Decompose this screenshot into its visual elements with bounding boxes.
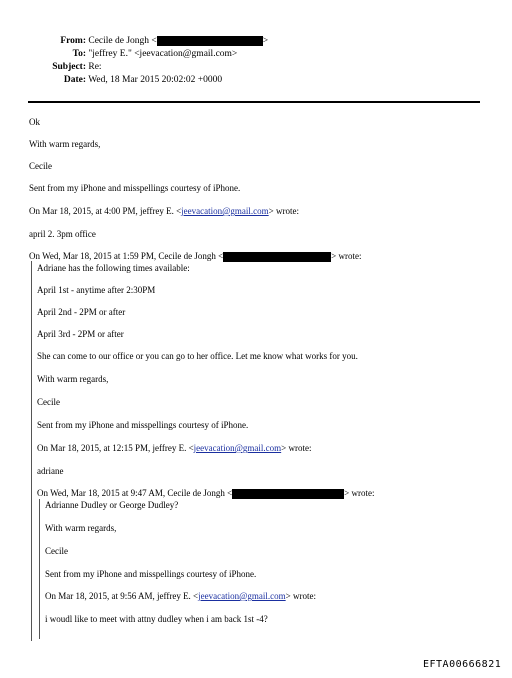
subject-value: Re: (88, 62, 102, 72)
date-label: Date: (63, 75, 86, 85)
body-regards-1: With warm regards, (29, 139, 101, 149)
body-meet-request: i woudl like to meet with attny dudley when i am back 1st -4? (45, 614, 268, 624)
from-suffix: > (262, 36, 269, 47)
header-subject (40, 62, 102, 72)
body-office: She can come to our office or you can go to her office. Let me know what works for you. (37, 351, 358, 361)
header-from (40, 36, 268, 46)
header-date (40, 75, 222, 85)
body-april3rd: April 3rd - 2PM or after (37, 329, 124, 339)
header-to (40, 49, 237, 59)
body-adriane: adriane (37, 466, 64, 476)
to-label: To: (72, 49, 86, 59)
body-regards-2: With warm regards, (37, 374, 109, 384)
document-id: EFTA00666821 (423, 659, 502, 670)
quote-attribution-5: On Mar 18, 2015, at 9:56 AM, jeffrey E. <jeevacation@gmail.com> wrote: (45, 591, 316, 601)
header-divider (28, 101, 480, 103)
body-april2nd: April 2nd - 2PM or after (37, 307, 126, 317)
body-dudley-question: Adrianne Dudley or George Dudley? (45, 500, 179, 510)
body-cecile-2: Cecile (37, 397, 60, 407)
body-cecile-1: Cecile (29, 161, 52, 171)
redaction-box (157, 36, 263, 46)
quote-attribution-1: On Mar 18, 2015, at 4:00 PM, jeffrey E. <jeevacation@gmail.com> wrote: (29, 206, 299, 216)
quote-attribution-4: On Wed, Mar 18, 2015 at 9:47 AM, Cecile de Jongh < > wrote: (37, 488, 375, 498)
body-cecile-3: Cecile (45, 546, 68, 556)
body-adriane-times: Adriane has the following times available: (37, 263, 190, 273)
redaction-box (223, 252, 331, 262)
quote-bar-level-2 (39, 499, 40, 639)
from-value: Cecile de Jongh < (88, 36, 157, 47)
body-sent-2: Sent from my iPhone and misspellings courtesy of iPhone. (37, 420, 249, 430)
body-sent-1: Sent from my iPhone and misspellings courtesy of iPhone. (29, 183, 241, 193)
to-value: "jeffrey E." <jeevacation@gmail.com> (88, 49, 238, 59)
quote-attribution-3: On Mar 18, 2015, at 12:15 PM, jeffrey E. <jeevacation@gmail.com> wrote: (37, 443, 312, 453)
email-link[interactable]: jeevacation@gmail.com (198, 591, 286, 601)
body-april2: april 2. 3pm office (29, 229, 96, 239)
body-ok: Ok (29, 117, 40, 127)
body-april1st: April 1st - anytime after 2:30PM (37, 285, 156, 295)
email-link[interactable]: jeevacation@gmail.com (193, 443, 282, 453)
date-value: Wed, 18 Mar 2015 20:02:02 +0000 (88, 75, 223, 85)
body-regards-3: With warm regards, (45, 523, 117, 533)
quote-attribution-2: On Wed, Mar 18, 2015 at 1:59 PM, Cecile de Jongh < > wrote: (29, 251, 362, 261)
body-sent-3: Sent from my iPhone and misspellings courtesy of iPhone. (45, 569, 257, 579)
subject-label: Subject: (52, 62, 86, 72)
redaction-box (232, 489, 344, 499)
email-link[interactable]: jeevacation@gmail.com (181, 206, 269, 216)
from-label: From: (60, 36, 86, 47)
quote-bar-level-1 (31, 261, 32, 641)
